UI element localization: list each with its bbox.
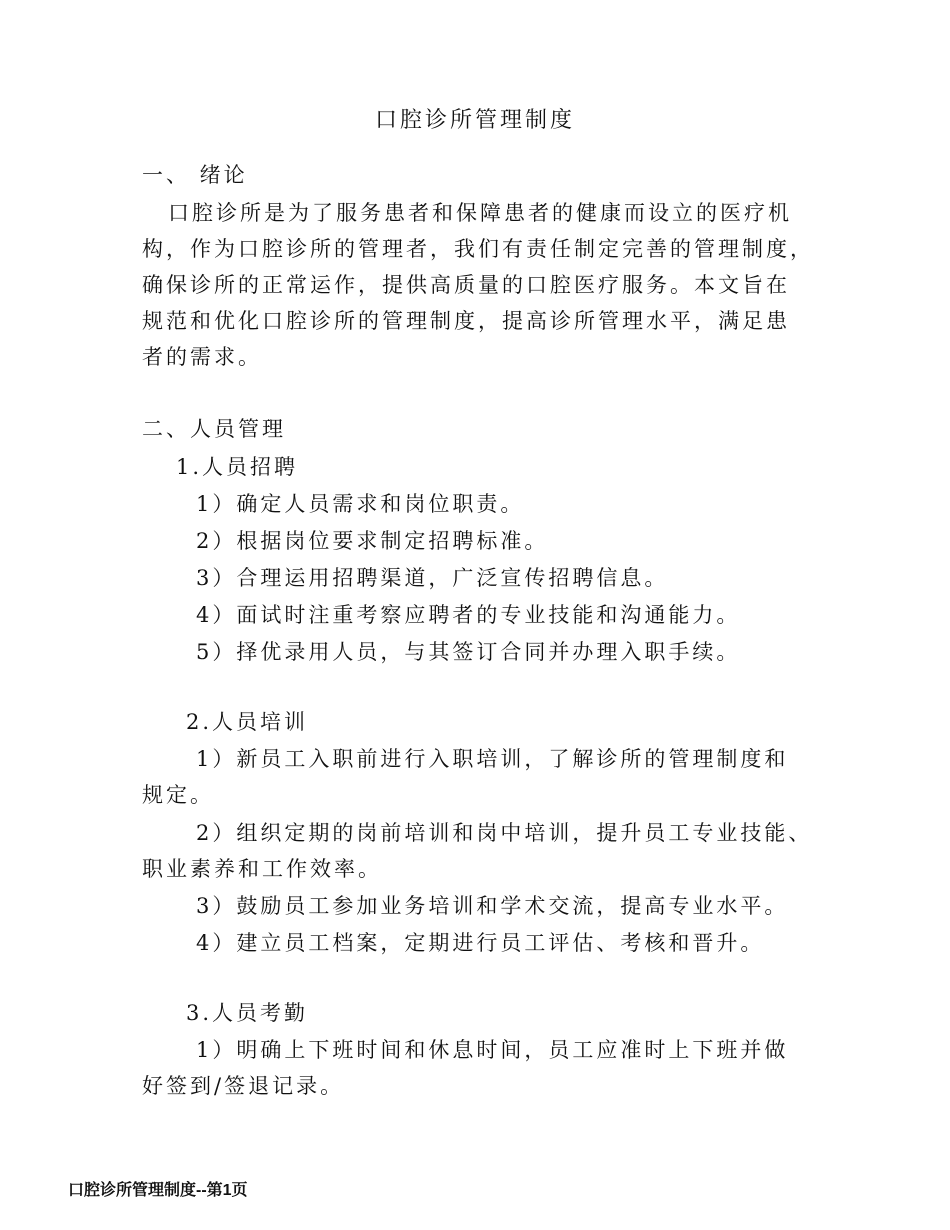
page-footer: 口腔诊所管理制度--第1页 [68, 1182, 248, 1199]
list-item: 4）面试时注重考察应聘者的专业技能和沟通能力。 [196, 603, 741, 627]
list-item: 1）明确上下班时间和休息时间，员工应准时上下班并做 [196, 1038, 789, 1062]
list-item: 3）鼓励员工参加业务培训和学术交流，提高专业水平。 [196, 894, 789, 918]
paragraph-line: 口腔诊所是为了服务患者和保障患者的健康而设立的医疗机 [168, 201, 792, 225]
list-item: 5）择优录用人员，与其签订合同并办理入职手续。 [196, 640, 741, 664]
paragraph-line: 规范和优化口腔诊所的管理制度，提高诊所管理水平，满足患 [142, 309, 790, 333]
paragraph-line: 者的需求。 [142, 345, 262, 369]
list-item: 1）确定人员需求和岗位职责。 [196, 492, 525, 516]
paragraph-line: 构，作为口腔诊所的管理者，我们有责任制定完善的管理制度， [142, 237, 814, 261]
subsection-heading-recruitment: 1.人员招聘 [176, 455, 299, 479]
list-item: 2）组织定期的岗前培训和岗中培训，提升员工专业技能、 [196, 821, 813, 845]
subsection-heading-attendance: 3.人员考勤 [186, 1001, 309, 1025]
list-item-continuation: 规定。 [142, 783, 214, 807]
list-item-continuation: 好签到/签退记录。 [142, 1074, 345, 1098]
list-item: 2）根据岗位要求制定招聘标准。 [196, 529, 549, 553]
subsection-heading-training: 2.人员培训 [186, 710, 309, 734]
list-item: 4）建立员工档案，定期进行员工评估、考核和晋升。 [196, 931, 765, 955]
list-item: 3）合理运用招聘渠道，广泛宣传招聘信息。 [196, 566, 669, 590]
list-item: 1）新员工入职前进行入职培训，了解诊所的管理制度和 [196, 747, 789, 771]
section-heading-introduction: 一、 绪论 [142, 163, 248, 187]
document-title: 口腔诊所管理制度 [374, 108, 575, 133]
section-heading-personnel: 二、人员管理 [142, 417, 286, 441]
list-item-continuation: 职业素养和工作效率。 [142, 857, 382, 881]
paragraph-line: 确保诊所的正常运作，提供高质量的口腔医疗服务。本文旨在 [142, 273, 790, 297]
